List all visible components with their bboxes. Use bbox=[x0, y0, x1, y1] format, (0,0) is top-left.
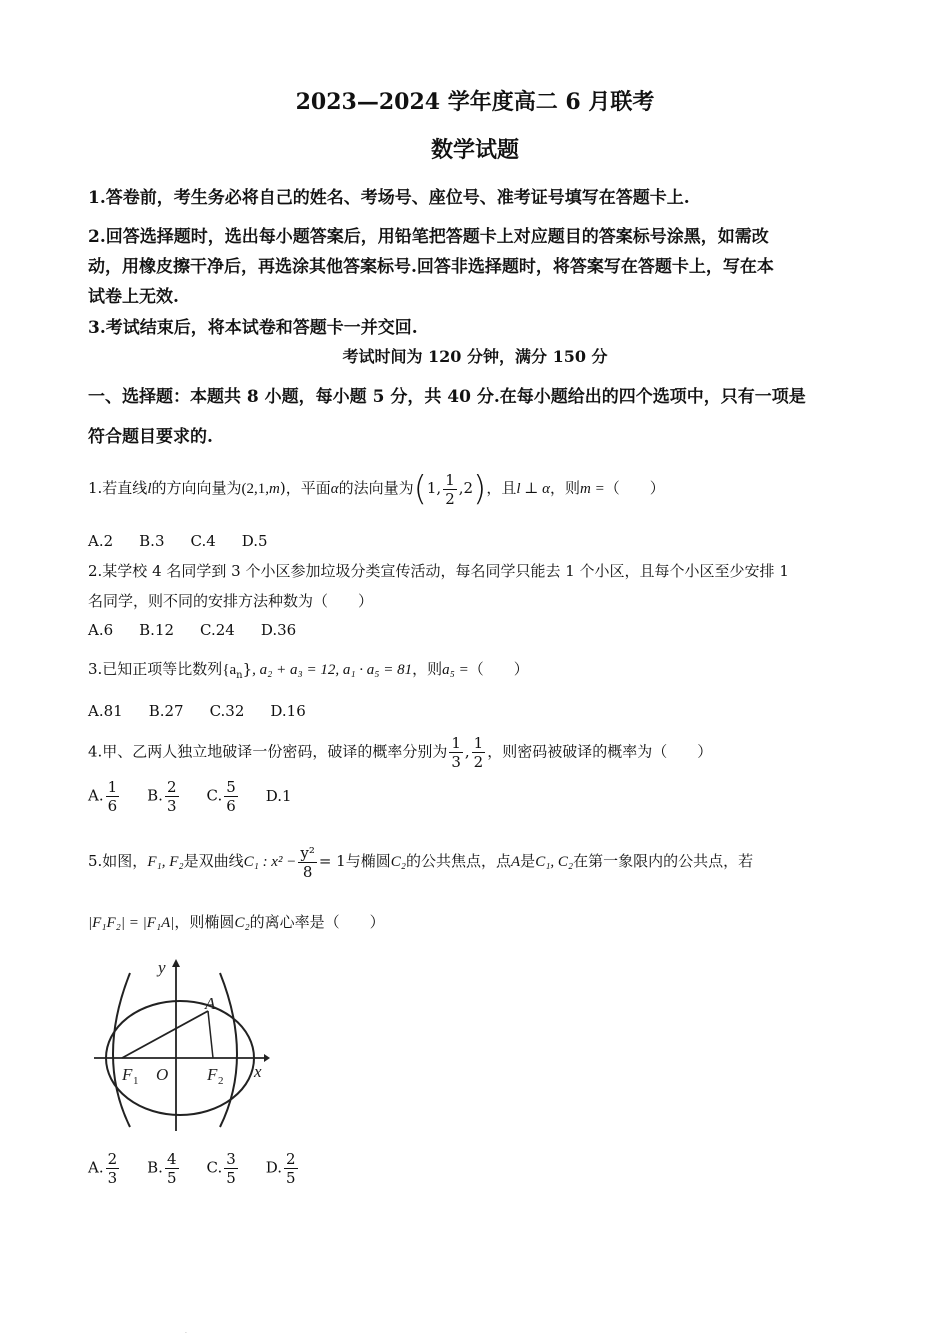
option-label: D. bbox=[265, 1158, 283, 1177]
q1-close-paren: ) bbox=[473, 469, 487, 509]
q5-text: 的公共焦点，点 bbox=[405, 852, 511, 870]
frac-num: 1 bbox=[451, 734, 461, 752]
q5-eq: = 1 bbox=[318, 852, 346, 870]
option-b: B.27 bbox=[148, 702, 184, 720]
q4-text: 4.甲、乙两人独立地破译一份密码，破译的概率分别为 bbox=[88, 742, 448, 761]
q3-options bbox=[88, 702, 332, 720]
option-fraction bbox=[165, 1150, 179, 1187]
q3-target: a₅ = bbox=[442, 662, 469, 678]
q4-comma: , bbox=[464, 742, 470, 761]
q5-figure bbox=[88, 955, 270, 1135]
frac-den: 5 bbox=[166, 1169, 177, 1187]
frac-num: 2 bbox=[286, 1150, 296, 1168]
option-d: D.16 bbox=[270, 702, 306, 720]
q1-text: 的法向量为 bbox=[338, 479, 414, 497]
frac-num: 5 bbox=[226, 778, 236, 796]
option-label: B. bbox=[147, 1158, 163, 1177]
q1-var-l: l bbox=[147, 481, 152, 497]
q3-sequence: {a bbox=[222, 662, 237, 678]
frac-den: 5 bbox=[226, 1169, 236, 1187]
q5-text: 与椭圆 bbox=[345, 852, 391, 870]
frac-num: 1 bbox=[107, 778, 118, 796]
hyperbola-left-branch bbox=[113, 973, 130, 1127]
q1-paren: ) bbox=[279, 479, 286, 497]
option-c: C.4 bbox=[190, 532, 216, 550]
q5-ellipse: C₂ bbox=[234, 915, 250, 931]
q4-fraction-2 bbox=[472, 734, 486, 771]
option-d: D.1 bbox=[265, 786, 292, 805]
option-a: A.81 bbox=[88, 702, 123, 720]
q3-text: ，则 bbox=[412, 660, 443, 678]
q5-foci: F₁, F₂ bbox=[147, 854, 184, 870]
frac-den: 6 bbox=[107, 797, 118, 815]
q5-point-a: A bbox=[511, 854, 521, 870]
section-heading-line1: 一、选择题：本题共 8 小题，每小题 5 分，共 40 分.在每小题给出的四个选项中，只有一项是 bbox=[88, 387, 806, 407]
exam-time-info: 考试时间为 120 分钟，满分 150 分 bbox=[342, 347, 608, 366]
question-5-line1 bbox=[88, 843, 868, 881]
q5-text: 5.如图， bbox=[88, 852, 148, 870]
option-d: D.36 bbox=[260, 621, 297, 639]
frac-den: 3 bbox=[451, 753, 461, 771]
q5-text: 在第一象限内的公共点，若 bbox=[573, 852, 754, 870]
q3-blank: （ ） bbox=[468, 660, 529, 678]
q1-options bbox=[88, 532, 294, 550]
frac-num: 4 bbox=[166, 1150, 177, 1168]
q1-normal-vector: 1, bbox=[426, 479, 442, 497]
frac-den: 5 bbox=[286, 1169, 296, 1187]
q3-brace: } bbox=[242, 660, 253, 678]
q3-condition: , a₂ + a₃ = 12, a₁ · a₅ = 81 bbox=[252, 662, 413, 678]
option-c: C.32 bbox=[209, 702, 245, 720]
question-4 bbox=[88, 734, 868, 771]
q5-text: 的离心率是（ ） bbox=[249, 913, 385, 931]
question-1 bbox=[88, 470, 868, 508]
q1-fraction bbox=[443, 471, 457, 508]
q1-condition: l ⊥ α bbox=[516, 481, 550, 497]
instruction-1: 1.答卷前，考生务必将自己的姓名、考场号、座位号、准考证号填写在答题卡上. bbox=[88, 188, 690, 208]
option-b bbox=[147, 778, 180, 815]
option-fraction bbox=[165, 778, 179, 815]
option-b: B.3 bbox=[139, 532, 165, 550]
footer-mark: · bbox=[185, 1330, 187, 1337]
q1-blank: （ ） bbox=[604, 479, 665, 497]
frac-num: 3 bbox=[226, 1150, 236, 1168]
q5-options bbox=[88, 1150, 326, 1187]
q3-text: 3.已知正项等比数列 bbox=[88, 660, 223, 678]
q1-target: m = bbox=[580, 481, 605, 497]
frac-den: 8 bbox=[302, 862, 313, 881]
q2-options bbox=[88, 621, 322, 639]
q5-text: 是 bbox=[520, 852, 536, 870]
q1-text: ，则 bbox=[549, 479, 580, 497]
label-f1: F bbox=[122, 1065, 133, 1084]
option-d bbox=[266, 1150, 300, 1187]
q4-text: ，则密码被破译的概率为（ ） bbox=[487, 742, 713, 761]
q5-curves: C₁, C₂ bbox=[535, 854, 574, 870]
instruction-2-line2: 动，用橡皮擦干净后，再选涂其他答案标号.回答非选择题时，将答案写在答题卡上，写在本 bbox=[88, 257, 774, 277]
option-label: B. bbox=[147, 786, 163, 805]
option-b bbox=[147, 1150, 180, 1187]
instruction-3: 3.考试结束后，将本试卷和答题卡一并交回. bbox=[88, 318, 418, 338]
option-b: B.12 bbox=[139, 621, 175, 639]
option-a: A.6 bbox=[88, 621, 114, 639]
option-c: C.24 bbox=[200, 621, 235, 639]
frac-num: 1 bbox=[445, 470, 455, 489]
option-c bbox=[207, 1150, 240, 1187]
option-fraction bbox=[224, 1150, 238, 1187]
q5-ellipse: C₂ bbox=[390, 854, 406, 870]
q1-text: 的方向向量为 bbox=[151, 479, 242, 497]
frac-den: 3 bbox=[107, 1169, 118, 1187]
label-x: x bbox=[254, 1062, 262, 1081]
segment-a-f2 bbox=[208, 1011, 213, 1058]
question-2-line1: 2.某学校 4 名同学到 3 个小区参加垃圾分类宣传活动，每名同学只能去 1 个小区，且每个小区至少安排 1 bbox=[88, 562, 789, 580]
instruction-2-line1: 2.回答选择题时，选出每小题答案后，用铅笔把答题卡上对应题目的答案标号涂黑，如需改 bbox=[88, 227, 769, 247]
label-y: y bbox=[158, 958, 166, 977]
option-d: D.5 bbox=[241, 532, 268, 550]
option-a bbox=[88, 1150, 121, 1187]
frac-num: y² bbox=[300, 843, 315, 862]
question-2-line2: 名同学，则不同的安排方法种数为（ ） bbox=[88, 592, 374, 610]
option-c bbox=[207, 778, 240, 815]
q1-direction-vector: (2,1, bbox=[241, 481, 269, 497]
q1-alpha: α bbox=[330, 481, 339, 497]
q1-normal-vector: ,2 bbox=[458, 479, 474, 497]
q3-subscript: n bbox=[236, 670, 243, 681]
q1-text: ，且 bbox=[486, 479, 517, 497]
label-f2: F bbox=[207, 1065, 218, 1084]
q5-fraction bbox=[298, 844, 317, 881]
x-axis-arrow bbox=[264, 1054, 270, 1062]
frac-num: 2 bbox=[166, 778, 177, 796]
q5-condition: |F₁F₂| = |F₁A| bbox=[88, 915, 175, 931]
exam-title: 2023—2024 学年度高二 6 月联考 bbox=[295, 89, 655, 115]
frac-num: 2 bbox=[107, 1150, 118, 1168]
q4-fraction-1 bbox=[449, 734, 463, 771]
option-label: C. bbox=[206, 786, 223, 805]
option-label: C. bbox=[206, 1158, 223, 1177]
frac-den: 2 bbox=[445, 489, 455, 508]
q1-text: ，平面 bbox=[285, 479, 331, 497]
label-a: A bbox=[205, 994, 216, 1013]
segment-f1-a bbox=[122, 1011, 208, 1058]
label-f2-sub: 2 bbox=[218, 1075, 224, 1087]
q5-hyperbola: C₁ : x² − bbox=[243, 854, 297, 870]
frac-num: 1 bbox=[473, 734, 484, 752]
exam-subtitle: 数学试题 bbox=[430, 137, 519, 163]
option-fraction bbox=[224, 778, 238, 815]
option-fraction bbox=[106, 1150, 120, 1187]
instruction-2-line3: 试卷上无效. bbox=[88, 287, 179, 307]
question-5-line2 bbox=[88, 910, 868, 935]
question-3 bbox=[88, 657, 868, 688]
frac-den: 2 bbox=[473, 753, 484, 771]
option-a bbox=[88, 778, 121, 815]
section-heading-line2: 符合题目要求的. bbox=[88, 427, 213, 447]
q1-open-paren: ( bbox=[413, 469, 427, 509]
q1-var-m: m bbox=[269, 481, 280, 497]
q5-text: ，则椭圆 bbox=[174, 913, 235, 931]
option-fraction bbox=[106, 778, 120, 815]
label-f1-sub: 1 bbox=[133, 1075, 139, 1087]
q5-text: 是双曲线 bbox=[183, 852, 244, 870]
option-label: A. bbox=[88, 786, 104, 805]
option-fraction bbox=[284, 1150, 298, 1187]
q4-options bbox=[88, 778, 318, 815]
frac-den: 3 bbox=[166, 797, 177, 815]
y-axis-arrow bbox=[172, 959, 180, 967]
frac-den: 6 bbox=[226, 797, 236, 815]
option-a: A.2 bbox=[88, 532, 114, 550]
q1-text: 1.若直线 bbox=[88, 479, 148, 497]
label-origin: O bbox=[156, 1065, 169, 1084]
option-label: A. bbox=[88, 1158, 104, 1177]
